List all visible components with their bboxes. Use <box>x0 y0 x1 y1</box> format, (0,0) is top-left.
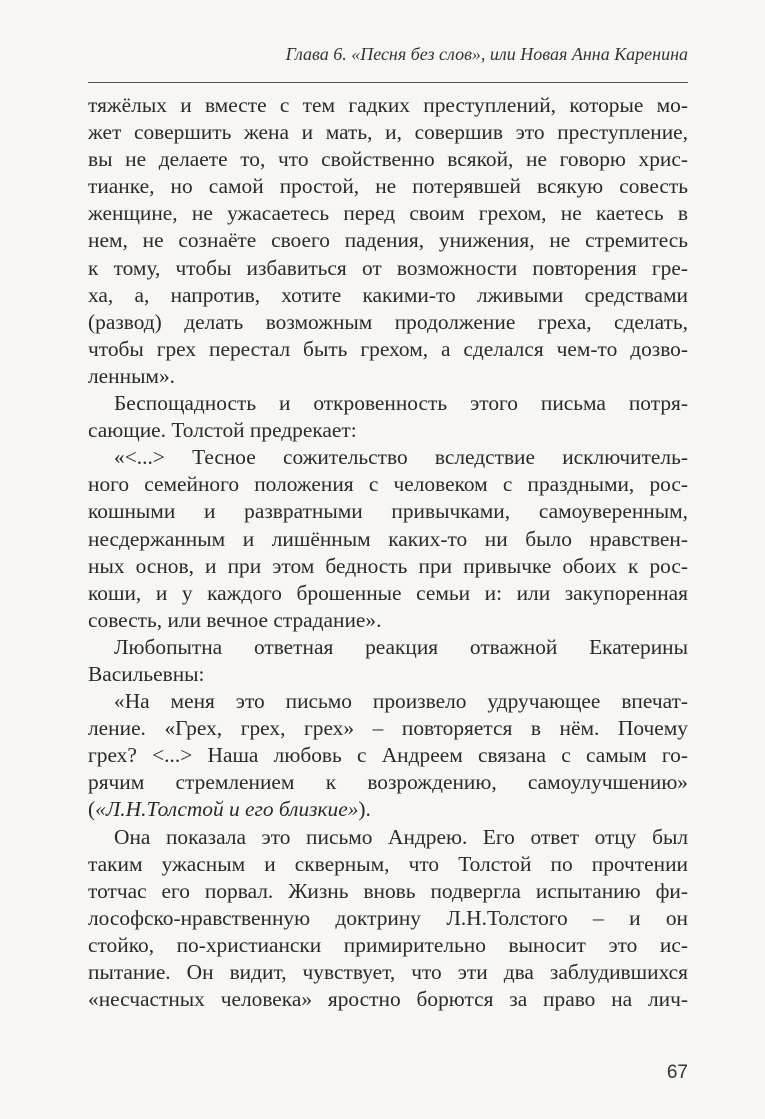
text-line: нем, не сознаёте своего падения, унижения, не стремитесь <box>88 228 688 253</box>
text-line: Беспощадность и откровенность этого письма потря- <box>114 391 688 416</box>
text-line: таким ужасным и скверным, что Толстой по прочтении <box>88 851 688 876</box>
text-line: ление. «Грех, грех, грех» – повторяется в нём. Почему <box>88 716 688 741</box>
text-line: ных основ, и при этом бедность при привычке обоих к рос- <box>88 553 688 578</box>
text-line: пытание. Он видит, чувствует, что эти два заблудившихся <box>88 960 688 984</box>
text-line: лософско-нравственную доктрину Л.Н.Толстого – и он <box>88 905 688 930</box>
text-line: тяжёлых и вместе с тем гадких преступлений, которые мо- <box>88 93 688 117</box>
text-line: тианке, но самой простой, не потерявшей всякую совесть <box>88 174 688 199</box>
text-line: «<...> Тесное сожительство вследствие исключитель- <box>114 445 688 470</box>
text-line: ха, а, напротив, хотите какими-то лживыми средствами <box>88 282 688 307</box>
text-line: стойко, по-христиански примирительно выносит это ис- <box>88 932 688 957</box>
header-rule <box>88 82 688 83</box>
body-text <box>88 92 688 1013</box>
text-line: Любопытна ответная реакция отважной Екатерины <box>114 634 688 659</box>
text-line: коши, и у каждого брошенные семьи и: или закупоренная <box>88 580 688 605</box>
text-line: несдержанным и лишённым каких-то ни было нравствен- <box>88 526 688 551</box>
text-line: «На меня это письмо произвело удручающее впечат- <box>114 689 688 714</box>
text-line: рячим стремлением к возрождению, самоулучшению» <box>88 770 688 795</box>
text-line: Она показала это письмо Андрею. Его ответ отцу был <box>114 824 688 849</box>
citation-line: («Л.Н.Толстой и его близкие»). <box>88 797 371 822</box>
text-line: совесть, или вечное страдание». <box>88 607 382 632</box>
text-line: чтобы грех перестал быть грехом, а сделался чем-то дозво- <box>88 336 688 361</box>
running-header: Глава 6. «Песня без слов», или Новая Анна Каренина <box>285 44 688 64</box>
text-line: (развод) делать возможным продолжение греха, сделать, <box>88 309 688 334</box>
text-line: ленным». <box>88 363 176 388</box>
text-line: ного семейного положения с человеком с праздными, рос- <box>88 472 688 497</box>
text-line: Васильевны: <box>88 661 205 686</box>
text-line: грех? <...> Наша любовь с Андреем связана с самым го- <box>88 743 688 768</box>
text-line: к тому, чтобы избавиться от возможности повторения гре- <box>88 255 688 280</box>
text-line: вы не делаете то, что свойственно всякой, не говорю хрис- <box>88 147 688 172</box>
text-line: жет совершить жена и мать, и, совершив это преступление, <box>88 120 688 145</box>
text-line: сающие. Толстой предрекает: <box>88 418 357 443</box>
text-line: тотчас его порвал. Жизнь вновь подвергла испытанию фи- <box>88 878 688 903</box>
page-number: 67 <box>666 1062 688 1083</box>
text-line: женщине, не ужасаетесь перед своим грехом, не каетесь в <box>88 201 688 226</box>
text-line: «несчастных человека» яростно борются за право на лич- <box>88 987 688 1012</box>
text-line: кошными и развратными привычками, самоуверенным, <box>88 499 688 524</box>
citation-source: «Л.Н.Толстой и его близкие» <box>95 797 359 822</box>
